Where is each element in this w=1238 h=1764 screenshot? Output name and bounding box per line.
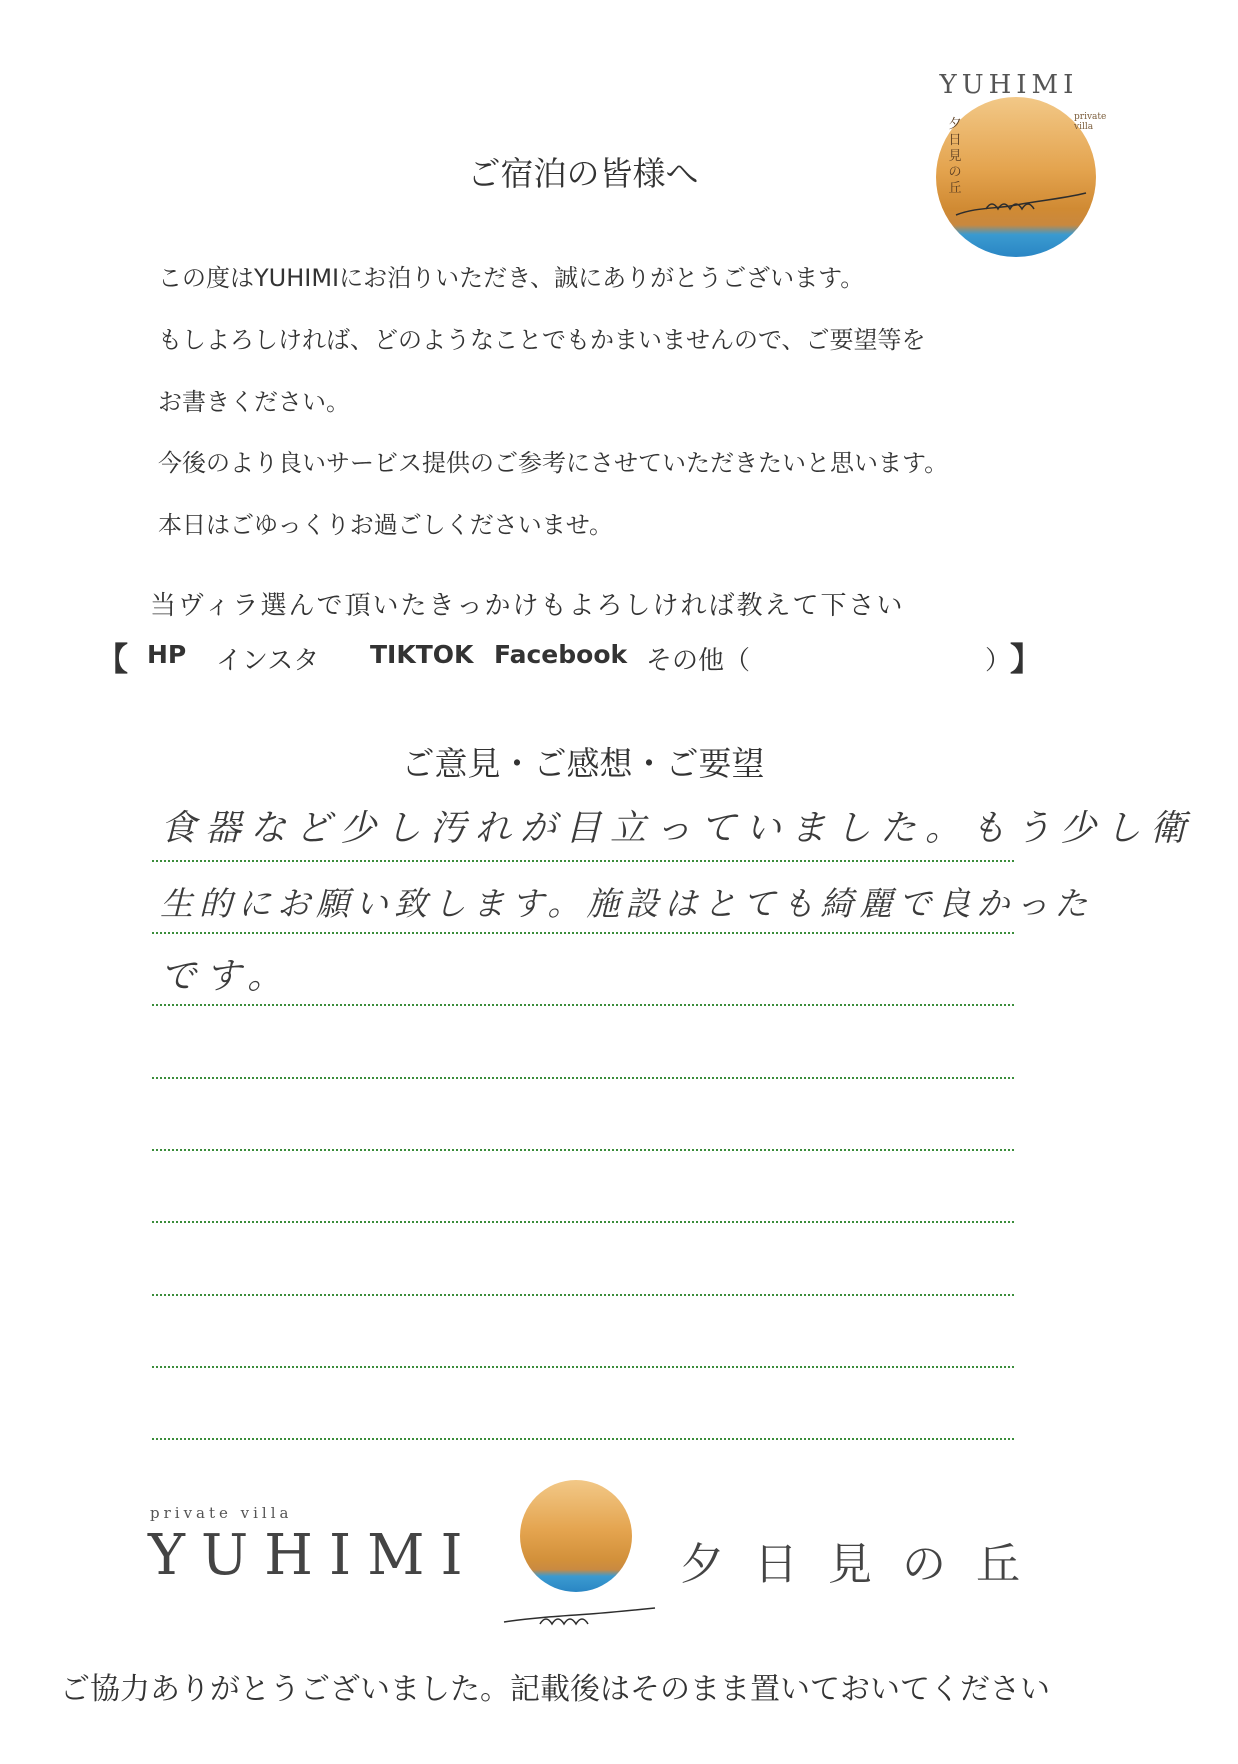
intro-line: 本日はごゆっくりお過ごしくださいませ。 xyxy=(158,511,614,539)
footer-message: ご協力ありがとうございました。記載後はそのまま置いておいてください xyxy=(60,1672,1050,1707)
option-other-close: ） xyxy=(985,646,1012,676)
ruled-line xyxy=(152,860,1014,862)
ruled-line xyxy=(152,1438,1014,1440)
header-logo-name: YUHIMI xyxy=(939,70,1079,100)
header-logo-side-text: private villa xyxy=(1074,112,1107,132)
intro-line: この度はYUHIMIにお泊りいただき、誠にありがとうございます。 xyxy=(158,264,865,292)
options-bracket-close: 】 xyxy=(1010,640,1043,678)
option-insta[interactable]: インスタ xyxy=(216,646,320,676)
handwritten-line: 食器など少し汚れが目立っていました。もう少し衛 xyxy=(160,808,1196,849)
option-hp[interactable]: HP xyxy=(147,640,187,669)
page-title: ご宿泊の皆様へ xyxy=(467,154,699,193)
brand-japanese-name: 夕日見の丘 xyxy=(680,1539,1050,1590)
private-villa-label: private villa xyxy=(150,1504,293,1522)
option-other[interactable]: その他（ xyxy=(646,646,751,676)
ruled-line xyxy=(152,1077,1014,1079)
referral-question: 当ヴィラ選んで頂いたきっかけもよろしければ教えて下さい xyxy=(150,591,905,621)
ruled-line xyxy=(152,1004,1014,1006)
option-facebook[interactable]: Facebook xyxy=(494,640,628,669)
ruled-line xyxy=(152,1366,1014,1368)
intro-line: お書きください。 xyxy=(158,388,350,416)
sunset-logo-icon xyxy=(520,1480,632,1592)
option-tiktok[interactable]: TIKTOK xyxy=(370,640,474,669)
wave-signature-icon xyxy=(500,1600,660,1640)
handwritten-line: 生的にお願い致します。施設はとても綺麗で良かった xyxy=(160,884,1094,923)
options-bracket-open: 【 xyxy=(96,640,129,678)
header-logo-vertical-text: 夕日見の丘 xyxy=(948,117,962,196)
intro-line: 今後のより良いサービス提供のご参考にさせていただきたいと思います。 xyxy=(158,449,949,477)
intro-line: もしよろしければ、どのようなことでもかまいませんので、ご要望等を xyxy=(158,326,926,354)
ruled-line xyxy=(152,1294,1014,1296)
brand-name: YUHIMI xyxy=(148,1523,479,1588)
ruled-line xyxy=(152,1149,1014,1151)
ruled-line xyxy=(152,932,1014,934)
feedback-section-title: ご意見・ご感想・ご要望 xyxy=(401,744,765,783)
handwritten-line: です。 xyxy=(160,956,293,997)
ruled-line xyxy=(152,1221,1014,1223)
